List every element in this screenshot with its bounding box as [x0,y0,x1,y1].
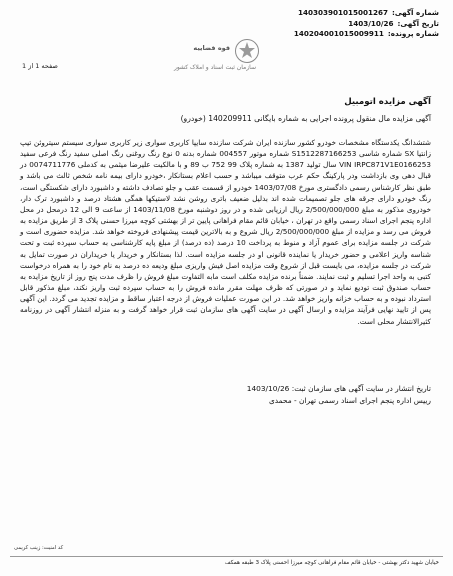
office-address: خیابان شهید دکتر بهشتی - خیابان قائم مقام فراهانی کوچه میرزا احسنی پلاک 3 طبقه همکف [224,560,439,566]
org-name: قوه قضاییه [193,44,230,52]
notice-meta [239,8,439,40]
notice-date: 1403/10/26 [348,18,394,28]
notice-subtitle: آگهی مزایده مال منقول پرونده اجرایی به شماره بایگانی 140209911 (خودرو) [180,114,431,123]
page-number: صفحه 1 از 1 [22,62,58,70]
notice-title: آگهی مزایده اتومبیل [344,97,431,107]
notice-number-label: شماره آگهی: [391,8,439,17]
notice-date-label: تاریخ آگهی: [397,18,439,28]
notice-number-row [239,8,439,19]
org-logo [154,36,264,78]
notice-body: شتشدانگ یکدستگاه مشخصات خودرو کشور سازنده ایران شرکت سازنده سایپا کاربری سواری زیر کاربری سواری سیستم سیتروئن تیپ زانتیا SX شماره شاسی S1512287166253 شماره موتور 004557 شماره بدنه 0 نوع رنگ روغنی رنگ اصلی سفید رنگ فرعی سفید VIN IRPC871V1E0166253 سال تولید 1387 به شماره پلاک 99 752 ب 89 و با مالکیت علیرضا میثمی به کدملی 0074711776 در قبال دهی وی بازداشت ودر پارکینگ حکم عرب متوقف میباشد و حسب اعلام بستانکار ،خودرو دارای بیمه نامه شخص ثالث می باشد و طبق نظر کارشناس رسمی دادگستری مورخ 1403/07/08 خودرو از قسمت عقب و جلو تصادف داشته و داشبورد دارای شکستگی است، رنگ خودرو دارای جرقه های جلو تصمیمات شده اند بدلیل ضعیف باتری روشن نشد لاستیکها همگی هشتاد درصد و داشبورد ترک دار، خودروی مذکور به مبلغ 2/500/000/000 ریال ارزیابی شده و در روز دوشنبه مورخ 1403/11/08 از ساعت 9 الی 12 درمحل در محل اداره پنجم اجرای اسناد رسمی واقع در تهران ، خیابان قائم مقام فراهانی پایین تر از بهشتی کوچه میرزا حسنی پلاک 3 از طریق مزایده به فروش می رسد و مزایده از مبلغ 2/500/000/000 ریال شروع و به بالاترین قیمت پیشنهادی فروخته خواهد شد. مزایده حضوری است و شرکت در جلسه مزایده برای عموم آزاد و منوط به پرداخت 10 درصد (ده درصد) از مبلغ پایه کارشناسی به حساب سپرده ثبت و تحت شناسه واریز اعلامی و حضور خریدار یا نماینده قانونی او در جلسه مزایده است. لذا بستانکار و خریدار یا خریداران در صورت تمایل به شرکت در جلسه مزایده، می بایست قبل از شروع وقت مزایده اصل فیش واریزی مبلغ ودیعه ده درصد به نام خود را به همراه درخواست کتبی به واحد اجرا تسلیم و ثبت نمایند. ضمناً برنده مزایده مکلف است مابه التفاوت مبلغ فروش را ظرف مدت پنج روز از تاریخ مزایده به حساب صندوق ثبت تودیع نماید و در صورتی که ظرف مهلت مقرر مانده فروش را به حساب سپرده ثبت واریز نکند، مبلغ مذکور قابل استرداد نبوده و به حساب خزانه واریز خواهد شد. در این صورت عملیات فروش از درجه اعتبار ساقط و مزایده تجدید می گردد. این آگهی پس از تایید نهایی فرآیند مزایده و ارسال آگهی در سایت آگهی های سازمان ثبت قرار خواهد گرفت و به منزله انتشار آگهی در روزنامه کثیرالانتشار محلی است. [20,138,431,326]
judiciary-emblem-icon [234,38,260,64]
notice-footer [21,383,431,406]
publish-date-line: تاریخ انتشار در سایت آگهی های سازمان ثبت: 1403/10/26 [246,384,431,393]
case-number-row [239,29,439,40]
head-of-office-line: رییس اداره پنجم اجرای اسناد رسمی تهران - محمدی [269,395,431,405]
case-number: 140204001015009911 [293,29,384,38]
issuer-note: کد امنیت: زینب کریمی [14,545,64,551]
org-subname: سازمان ثبت اسناد و املاک کشور [173,64,256,71]
case-number-label: شماره پرونده: [387,29,439,38]
notice-date-row [239,19,439,30]
notice-number: 140303901015001267 [297,8,388,17]
bottom-divider [10,556,443,557]
